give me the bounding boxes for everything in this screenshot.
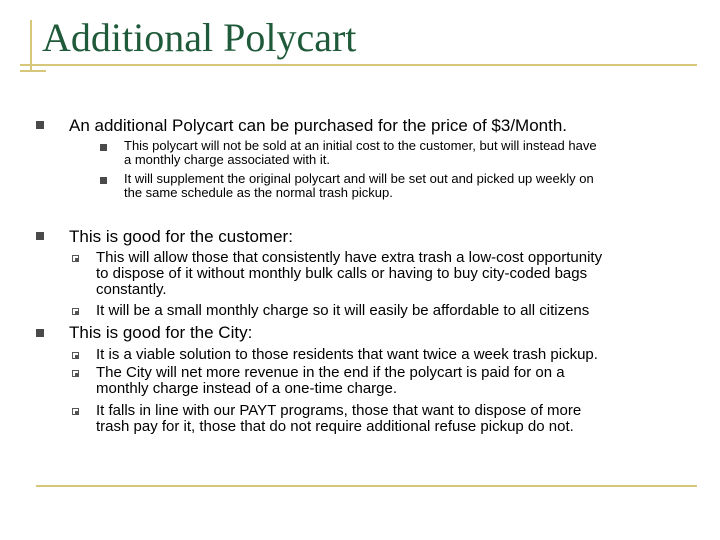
- checkbox-bullet-icon: [72, 352, 79, 359]
- square-bullet-icon: [36, 232, 44, 240]
- content-bottom-divider: [36, 485, 697, 487]
- checkbox-bullet-icon: [72, 255, 79, 262]
- section-3-text: This is good for the City:: [69, 323, 253, 342]
- section-3-subitem-3-line-2: trash pay for it, those that do not require additional refuse pickup do not.: [96, 418, 574, 435]
- square-bullet-icon: [36, 121, 44, 129]
- checkbox-bullet-icon: [72, 370, 79, 377]
- checkbox-bullet-icon: [72, 408, 79, 415]
- checkbox-bullet-icon: [72, 308, 79, 315]
- section-3-subitem-1-line-1: It is a viable solution to those residents that want twice a week trash pickup.: [96, 346, 598, 363]
- section-3-subitem-3-line-1: It falls in line with our PAYT programs, those that want to dispose of more: [96, 402, 582, 419]
- section-2-subitem-1-line-2: to dispose of it without monthly bulk calls or having to buy city-coded bags: [96, 265, 588, 282]
- section-1-subitem-1-line-2: a monthly charge associated with it.: [124, 152, 330, 167]
- title-underline: [20, 64, 697, 66]
- square-bullet-icon: [36, 329, 44, 337]
- section-1-text: An additional Polycart can be purchased for the price of $3/Month.: [69, 116, 568, 135]
- section-3-subitem-2-line-2: monthly charge instead of a one-time charge.: [96, 380, 398, 397]
- section-2-subitem-1-line-3: constantly.: [96, 281, 167, 298]
- section-2-subitem-2-line-1: It will be a small monthly charge so it will easily be affordable to all citizens: [96, 302, 590, 319]
- square-bullet-icon: [100, 177, 107, 184]
- title-corner-line: [20, 70, 46, 72]
- section-3-subitem-2-line-1: The City will net more revenue in the end if the polycart is paid for on a: [96, 364, 565, 381]
- square-bullet-icon: [100, 144, 107, 151]
- section-1-subitem-2-line-2: the same schedule as the normal trash pickup.: [124, 185, 393, 200]
- section-1-subitem-2-line-1: It will supplement the original polycart and will be set out and picked up weekly on: [124, 171, 594, 186]
- slide-title: Additional Polycart: [42, 15, 357, 60]
- section-2-subitem-1-line-1: This will allow those that consistently have extra trash a low-cost opportunity: [96, 249, 603, 266]
- section-2-text: This is good for the customer:: [69, 227, 293, 246]
- section-1-subitem-1-line-1: This polycart will not be sold at an initial cost to the customer, but will instead have: [124, 138, 597, 153]
